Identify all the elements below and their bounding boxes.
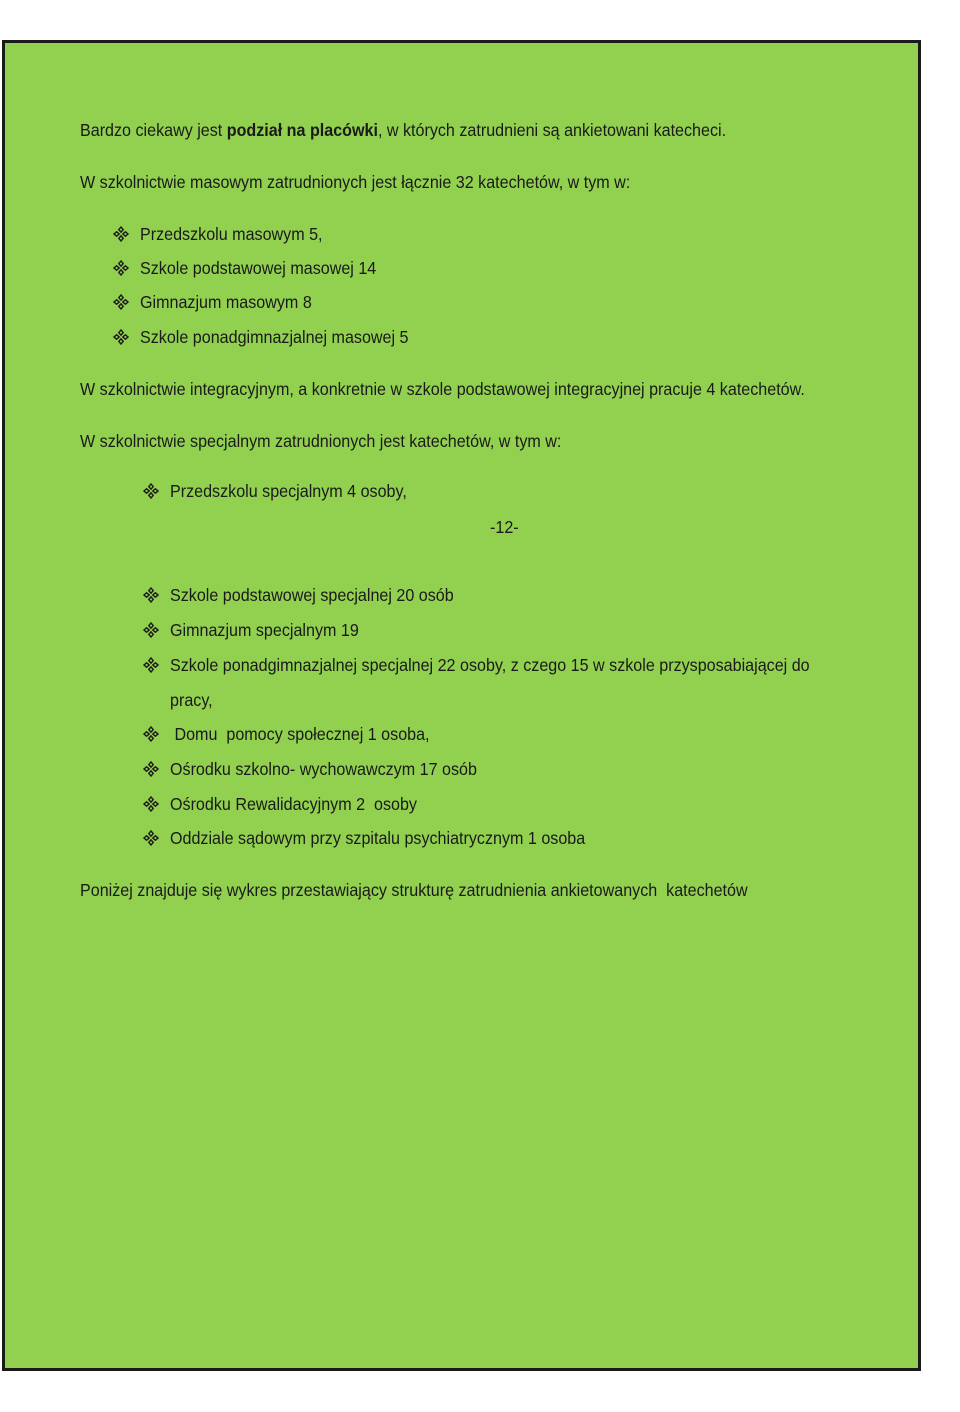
list-item-continuation: pracy, xyxy=(170,690,213,710)
diamond-quad-icon xyxy=(143,483,161,501)
mass-heading: W szkolnictwie masowym zatrudnionych jest łącznie 32 katechetów, w tym w: xyxy=(80,172,631,192)
list-item: Przedszkolu specjalnym 4 osoby, xyxy=(170,481,407,501)
list-item: Ośrodku Rewalidacyjnym 2 osoby xyxy=(170,794,417,814)
special-heading: W szkolnictwie specjalnym zatrudnionych jest katechetów, w tym w: xyxy=(80,431,562,451)
list-item: Szkole ponadgimnazjalnej masowej 5 xyxy=(140,327,409,347)
diamond-quad-icon xyxy=(143,830,161,848)
list-item: Szkole ponadgimnazjalnej specjalnej 22 osoby, z czego 15 w szkole przysposabiającej do xyxy=(170,655,810,675)
diamond-quad-icon xyxy=(143,657,161,675)
diamond-quad-icon xyxy=(143,726,161,744)
list-item: Gimnazjum specjalnym 19 xyxy=(170,620,359,640)
intro-paragraph xyxy=(80,119,726,141)
intro-prefix: Bardzo ciekawy jest xyxy=(80,120,227,140)
diamond-quad-icon xyxy=(113,329,131,347)
list-item: Gimnazjum masowym 8 xyxy=(140,292,312,312)
diamond-quad-icon xyxy=(113,226,131,244)
diamond-quad-icon xyxy=(143,622,161,640)
diamond-quad-icon xyxy=(143,761,161,779)
diamond-quad-icon xyxy=(143,587,161,605)
list-item: Oddziale sądowym przy szpitalu psychiatrycznym 1 osoba xyxy=(170,828,586,848)
intro-suffix: , w których zatrudnieni są ankietowani katecheci. xyxy=(377,120,727,140)
list-item: Przedszkolu masowym 5, xyxy=(140,224,323,244)
intro-bold: podział na placówki xyxy=(226,120,378,140)
diamond-quad-icon xyxy=(113,260,131,278)
list-item: Szkole podstawowej specjalnej 20 osób xyxy=(170,585,454,605)
integrative-paragraph: W szkolnictwie integracyjnym, a konkretnie w szkole podstawowej integracyjnej pracuje 4 katechetów. xyxy=(80,379,805,399)
closing-paragraph: Poniżej znajduje się wykres przestawiający strukturę zatrudnienia ankietowanych katechetów xyxy=(80,880,748,900)
diamond-quad-icon xyxy=(113,294,131,312)
page-number: -12- xyxy=(490,517,519,537)
list-item: Ośrodku szkolno- wychowawczym 17 osób xyxy=(170,759,477,779)
diamond-quad-icon xyxy=(143,796,161,814)
list-item: Domu pomocy społecznej 1 osoba, xyxy=(170,724,430,744)
list-item: Szkole podstawowej masowej 14 xyxy=(140,258,377,278)
